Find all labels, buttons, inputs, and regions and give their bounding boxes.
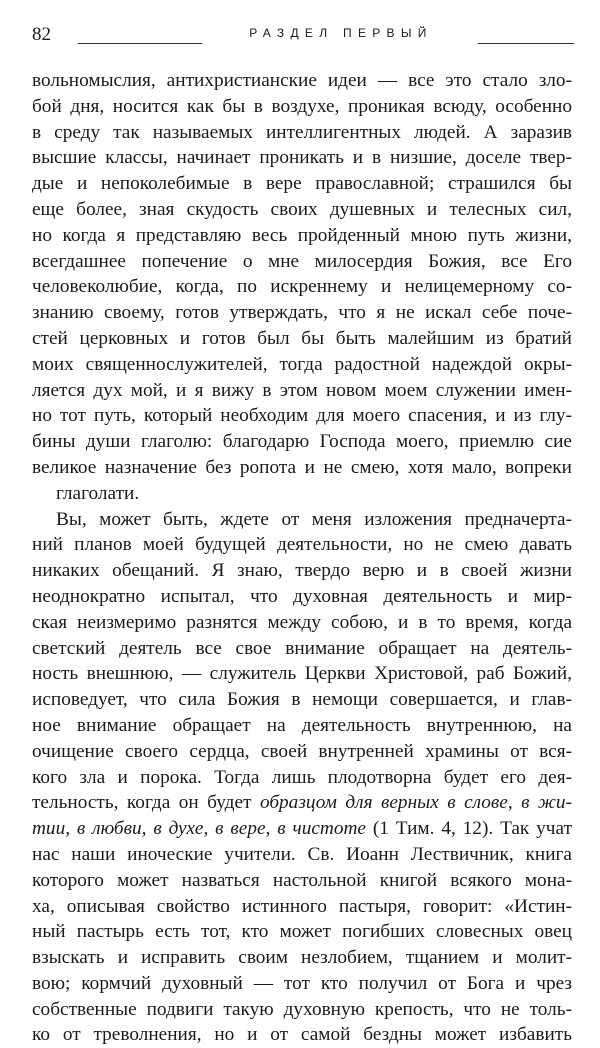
text-line: кого зла и порока. Тогда лишь плодотворна будет его дея- xyxy=(32,766,572,788)
text-line: всегдашнее попечение о мне милосердия Божия, все Его xyxy=(32,250,572,272)
text-line: очищение своего сердца, своей внутренней храмины от вся- xyxy=(32,740,572,762)
text-line: дые и непоколебимые в вере православной; страшился бы xyxy=(32,173,572,195)
text-line: собственные подвиги такую духовную крепость, что не толь- xyxy=(32,998,572,1020)
page-number: 82 xyxy=(32,24,51,45)
text-line: вольномыслия, антихристианские идеи — все это стало зло- xyxy=(32,70,572,91)
text-line: ко от треволнения, но и от самой бездны может избавить xyxy=(32,1024,572,1046)
text-line: которого может назваться настольной книгой всякого мона- xyxy=(32,869,572,891)
text-line: ха, описывая свойство истинного пастыря, говорит: «Истин- xyxy=(32,895,572,917)
text-line: высшие классы, начинает проникать и в низшие, доселе твер- xyxy=(32,147,572,169)
text-line: взыскать и исправить своим незлобием, тщанием и молит- xyxy=(32,947,572,969)
scripture-reference: (1 Тим. 4, 12). Так учат xyxy=(372,818,572,840)
text-run: тельность, когда он будет xyxy=(32,792,252,814)
text-line: ное внимание обращает на деятельность внутреннюю, на xyxy=(32,714,572,736)
text-line: бой дня, носится как бы в воздухе, проникая всюду, особенно xyxy=(32,95,572,117)
header-rule-right xyxy=(478,43,574,44)
text-line: в среду так называемых интеллигентных людей. А заразив xyxy=(32,121,572,143)
text-line: глаголати. xyxy=(56,482,140,504)
quotation-italic: образцом для верных в слове, в жи- xyxy=(259,792,572,814)
quotation-italic: тии, в любви, в духе, в вере, в чистоте xyxy=(32,818,366,840)
text-line: моих священнослужителей, тогда радостной надеждой окры- xyxy=(32,353,572,375)
text-line: бины души глаголю: благодарю Господа моего, приемлю сие xyxy=(32,431,572,453)
text-line: вою; кормчий духовный — тот кто получил от Бога и чрез xyxy=(32,972,572,994)
page-header xyxy=(32,22,572,50)
text-line xyxy=(32,816,572,842)
text-line: Вы, может быть, ждете от меня изложения предначерта- xyxy=(56,508,572,530)
text-line: великое назначение без ропота и не смею, хотя мало, вопреки xyxy=(32,456,572,478)
text-line: но тот путь, который необходим для моего спасения, и из глу- xyxy=(32,405,572,427)
text-line: стей церковных и готов был бы быть малейшим из братий xyxy=(32,327,572,349)
text-line: знанию своему, готов утверждать, что я не искал себе поче- xyxy=(32,302,572,324)
text-line: ний планов моей будущей деятельности, но не смею давать xyxy=(32,534,572,556)
text-line xyxy=(32,790,572,816)
text-line: но когда я представляю весь пройденный мною путь жизни, xyxy=(32,224,572,246)
running-title: РАЗДЕЛ ПЕРВЫЙ xyxy=(249,26,433,40)
text-line: ляется дух мой, и я вижу в этом новом моем служении имен- xyxy=(32,379,572,401)
text-line: ская неизмеримо разнятся между собою, и в то время, когда xyxy=(32,611,572,633)
text-line: неоднократно испытал, что духовная деятельность и мир- xyxy=(32,585,572,607)
text-line: исповедует, что сила Божия в немощи совершается, и глав- xyxy=(32,689,572,711)
text-line: никаких обещаний. Я знаю, твердо верю и в своей жизни xyxy=(32,560,572,582)
text-line: еще более, зная скудость своих душевных и телесных сил, xyxy=(32,198,572,220)
text-line: ность внешнюю, — служитель Церкви Христовой, раб Божий, xyxy=(32,663,572,685)
text-line: нас наши иноческие учители. Св. Иоанн Лествичник, книга xyxy=(32,843,572,865)
header-rule-left xyxy=(78,43,202,44)
text-line: светский деятель все свое внимание обращает на деятель- xyxy=(32,637,572,659)
body-text xyxy=(32,68,572,1048)
text-line: ный пастырь есть тот, кто может погибших словесных овец xyxy=(32,921,572,943)
text-line: человеколюбие, когда, по искреннему и нелицемерному со- xyxy=(32,276,572,298)
